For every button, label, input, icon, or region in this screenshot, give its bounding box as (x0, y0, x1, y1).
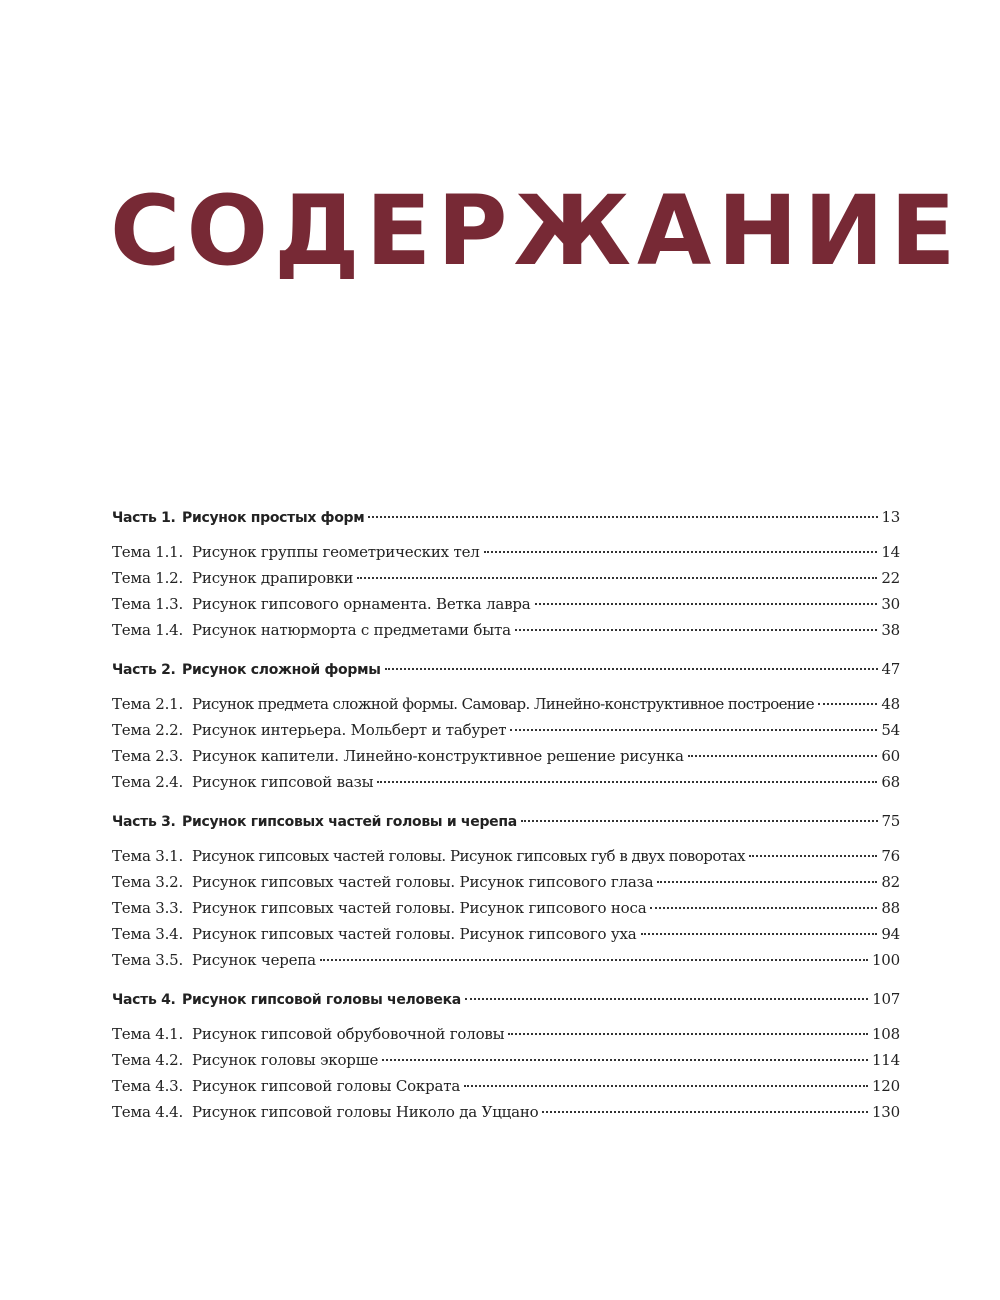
page-number: 82 (881, 873, 900, 891)
topic-number: Тема 3.2. (112, 873, 184, 891)
toc-part-heading[interactable] (112, 656, 900, 682)
dot-leader (542, 1111, 867, 1113)
topic-title: Рисунок гипсовой вазы (192, 773, 374, 791)
toc-part-heading[interactable] (112, 986, 900, 1012)
toc-topic-entry[interactable] (112, 1047, 900, 1073)
topic-number: Тема 4.2. (112, 1051, 184, 1069)
dot-leader (368, 516, 877, 518)
page-number: 88 (881, 899, 900, 917)
topic-title: Рисунок гипсовых частей головы. Рисунок гипсового уха (192, 925, 637, 943)
toc-topic-entry[interactable] (112, 843, 900, 869)
dot-leader (382, 1059, 868, 1061)
topic-title: Рисунок гипсовых частей головы. Рисунок гипсового глаза (192, 873, 654, 891)
part-title: Рисунок гипсовых частей головы и черепа (182, 814, 517, 830)
dot-leader (484, 551, 878, 553)
dot-leader (385, 668, 878, 670)
table-of-contents (112, 504, 900, 1125)
page-number: 100 (871, 951, 900, 969)
dot-leader (688, 755, 878, 757)
topic-number: Тема 1.2. (112, 569, 184, 587)
dot-leader (650, 907, 877, 909)
toc-topic-entry[interactable] (112, 691, 900, 717)
dot-leader (510, 729, 877, 731)
part-number: Часть 2. (112, 662, 176, 678)
dot-leader (464, 1085, 868, 1087)
dot-leader (465, 998, 868, 1000)
topic-title: Рисунок капители. Линейно-конструктивное решение рисунка (192, 747, 684, 765)
toc-topic-entry[interactable] (112, 1099, 900, 1125)
dot-leader (377, 781, 877, 783)
toc-topic-entry[interactable] (112, 539, 900, 565)
page-number: 47 (881, 660, 900, 678)
dot-leader (749, 855, 877, 857)
topic-number: Тема 1.4. (112, 621, 184, 639)
toc-part-3 (112, 808, 900, 973)
toc-topic-entry[interactable] (112, 1021, 900, 1047)
page-number: 68 (881, 773, 900, 791)
toc-topic-entry[interactable] (112, 769, 900, 795)
dot-leader (641, 933, 878, 935)
page-number: 13 (881, 508, 900, 526)
toc-topic-entry[interactable] (112, 617, 900, 643)
topic-title: Рисунок гипсовой головы Сократа (192, 1077, 461, 1095)
dot-leader (508, 1033, 868, 1035)
part-title: Рисунок гипсовой головы человека (182, 992, 461, 1008)
topic-title: Рисунок предмета сложной формы. Самовар. Линейно-конструктивное построение (192, 695, 814, 713)
toc-topic-entry[interactable] (112, 717, 900, 743)
topic-number: Тема 2.1. (112, 695, 184, 713)
dot-leader (535, 603, 878, 605)
topic-title: Рисунок гипсовой обрубовочной головы (192, 1025, 505, 1043)
topic-title: Рисунок гипсового орнамента. Ветка лавра (192, 595, 531, 613)
page-number: 48 (881, 695, 900, 713)
page-number: 22 (881, 569, 900, 587)
page-number: 38 (881, 621, 900, 639)
toc-topic-entry[interactable] (112, 921, 900, 947)
page-number: 130 (871, 1103, 900, 1121)
topic-number: Тема 2.2. (112, 721, 184, 739)
topic-number: Тема 1.3. (112, 595, 184, 613)
page-number: 54 (881, 721, 900, 739)
toc-topic-entry[interactable] (112, 1073, 900, 1099)
topic-title: Рисунок группы геометрических тел (192, 543, 480, 561)
dot-leader (521, 820, 878, 822)
topic-number: Тема 2.4. (112, 773, 184, 791)
part-title: Рисунок сложной формы (182, 662, 381, 678)
toc-part-2 (112, 656, 900, 795)
part-number: Часть 3. (112, 814, 176, 830)
topic-title: Рисунок интерьера. Мольберт и табурет (192, 721, 507, 739)
part-number: Часть 1. (112, 510, 176, 526)
toc-topic-entry[interactable] (112, 869, 900, 895)
topic-number: Тема 2.3. (112, 747, 184, 765)
toc-topic-entry[interactable] (112, 591, 900, 617)
page-number: 14 (881, 543, 900, 561)
toc-part-heading[interactable] (112, 504, 900, 530)
dot-leader (357, 577, 877, 579)
toc-topic-entry[interactable] (112, 743, 900, 769)
topic-number: Тема 4.3. (112, 1077, 184, 1095)
part-title: Рисунок простых форм (182, 510, 365, 526)
topic-title: Рисунок гипсовой головы Николо да Уццано (192, 1103, 539, 1121)
topic-number: Тема 3.4. (112, 925, 184, 943)
page-number: 60 (881, 747, 900, 765)
page-number: 30 (881, 595, 900, 613)
page-number: 94 (881, 925, 900, 943)
dot-leader (818, 703, 877, 705)
topic-title: Рисунок гипсовых частей головы. Рисунок гипсовых губ в двух поворотах (192, 847, 746, 865)
toc-topic-entry[interactable] (112, 895, 900, 921)
topic-title: Рисунок гипсовых частей головы. Рисунок гипсового носа (192, 899, 647, 917)
page-number: 75 (881, 812, 900, 830)
topic-number: Тема 3.1. (112, 847, 184, 865)
topic-title: Рисунок черепа (192, 951, 316, 969)
dot-leader (515, 629, 878, 631)
toc-topic-entry[interactable] (112, 565, 900, 591)
dot-leader (320, 959, 868, 961)
topic-title: Рисунок натюрморта с предметами быта (192, 621, 511, 639)
page-title: СОДЕРЖАНИЕ (110, 175, 962, 287)
topic-number: Тема 3.5. (112, 951, 184, 969)
topic-number: Тема 4.4. (112, 1103, 184, 1121)
topic-title: Рисунок головы экорше (192, 1051, 379, 1069)
topic-number: Тема 1.1. (112, 543, 184, 561)
toc-topic-entry[interactable] (112, 947, 900, 973)
toc-part-1 (112, 504, 900, 643)
topic-title: Рисунок драпировки (192, 569, 354, 587)
page-number: 114 (871, 1051, 900, 1069)
page-number: 76 (881, 847, 900, 865)
topic-number: Тема 4.1. (112, 1025, 184, 1043)
topic-number: Тема 3.3. (112, 899, 184, 917)
toc-part-heading[interactable] (112, 808, 900, 834)
page-number: 107 (872, 990, 900, 1008)
dot-leader (657, 881, 877, 883)
page-number: 120 (871, 1077, 900, 1095)
toc-part-4 (112, 986, 900, 1125)
page-number: 108 (871, 1025, 900, 1043)
part-number: Часть 4. (112, 992, 176, 1008)
